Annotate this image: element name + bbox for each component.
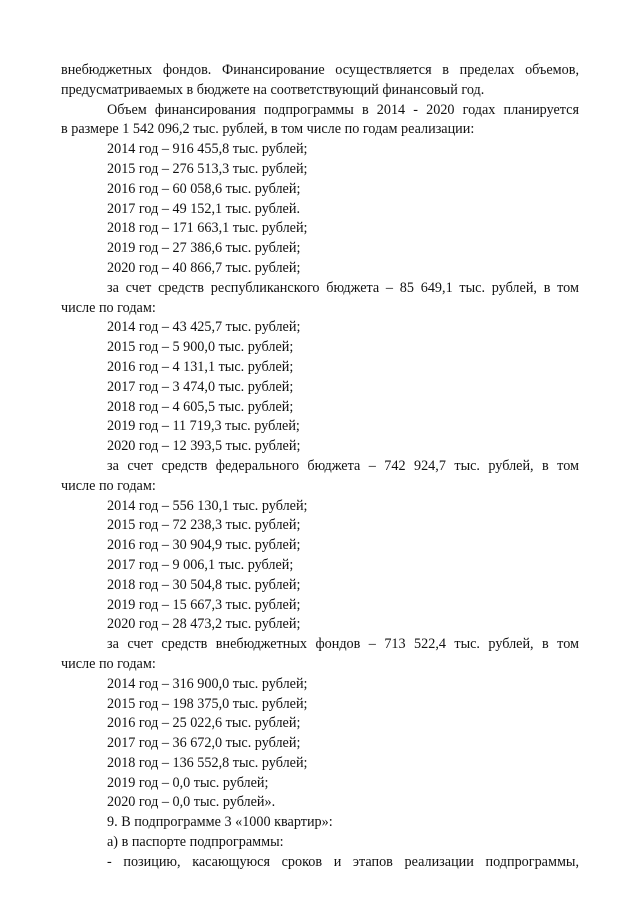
year-line: 2015 год – 5 900,0 тыс. рублей;: [107, 339, 294, 356]
year-line: 2018 год – 4 605,5 тыс. рублей;: [107, 398, 294, 415]
year-line: 2019 год – 0,0 тыс. рублей;: [107, 774, 269, 791]
year-line: 2014 год – 43 425,7 тыс. рублей;: [107, 319, 301, 336]
year-line: 2020 год – 12 393,5 тыс. рублей;: [107, 438, 301, 455]
year-line: 2014 год – 916 455,8 тыс. рублей;: [107, 141, 308, 158]
intro-line-1: внебюджетных фондов. Финансирование осуществляется в пределах объемов,: [61, 62, 579, 78]
year-line: 2017 год – 9 006,1 тыс. рублей;: [107, 556, 294, 573]
year-line: 2020 год – 28 473,2 тыс. рублей;: [107, 616, 301, 633]
year-line: 2018 год – 136 552,8 тыс. рублей;: [107, 754, 308, 771]
republic-line-1: за счет средств республиканского бюджета – 85 649,1 тыс. рублей, в том: [107, 279, 579, 296]
year-line: 2019 год – 11 719,3 тыс. рублей;: [107, 418, 300, 435]
year-line: 2016 год – 25 022,6 тыс. рублей;: [107, 715, 301, 732]
year-line: 2020 год – 40 866,7 тыс. рублей;: [107, 259, 301, 276]
year-line: 2017 год – 36 672,0 тыс. рублей;: [107, 735, 301, 752]
year-line: 2014 год – 556 130,1 тыс. рублей;: [107, 497, 308, 514]
total-line-1: Объем финансирования подпрограммы в 2014 - 2020 годах планируется: [107, 101, 579, 118]
intro-line-2: предусматриваемых в бюджете на соответствующий финансовый год.: [61, 81, 485, 98]
year-line: 2017 год – 3 474,0 тыс. рублей;: [107, 378, 294, 395]
federal-line-2: числе по годам:: [61, 477, 156, 494]
extra-line-1: за счет средств внебюджетных фондов – 713 522,4 тыс. рублей, в том: [107, 636, 579, 653]
year-line: 2019 год – 15 667,3 тыс. рублей;: [107, 596, 301, 613]
year-line: 2017 год – 49 152,1 тыс. рублей.: [107, 200, 300, 217]
year-line: 2018 год – 30 504,8 тыс. рублей;: [107, 576, 301, 593]
year-line: 2015 год – 72 238,3 тыс. рублей;: [107, 517, 301, 534]
year-line: 2015 год – 276 513,3 тыс. рублей;: [107, 160, 308, 177]
year-line: 2015 год – 198 375,0 тыс. рублей;: [107, 695, 308, 712]
year-line: 2016 год – 30 904,9 тыс. рублей;: [107, 537, 301, 554]
item-9a-heading: а) в паспорте подпрограммы:: [107, 834, 284, 851]
item-9a-line: - позицию, касающуюся сроков и этапов реализации подпрограммы,: [107, 853, 579, 870]
year-line: 2020 год – 0,0 тыс. рублей».: [107, 794, 276, 811]
year-line: 2016 год – 4 131,1 тыс. рублей;: [107, 358, 294, 375]
republic-line-2: числе по годам:: [61, 299, 156, 316]
document-body: [61, 61, 579, 873]
year-line: 2016 год – 60 058,6 тыс. рублей;: [107, 180, 301, 197]
federal-line-1: за счет средств федерального бюджета – 742 924,7 тыс. рублей, в том: [107, 457, 579, 474]
extra-line-2: числе по годам:: [61, 655, 156, 672]
year-line: 2014 год – 316 900,0 тыс. рублей;: [107, 675, 308, 692]
item-9-heading: 9. В подпрограмме 3 «1000 квартир»:: [107, 814, 333, 831]
year-line: 2018 год – 171 663,1 тыс. рублей;: [107, 220, 308, 237]
year-line: 2019 год – 27 386,6 тыс. рублей;: [107, 240, 301, 257]
total-line-2: в размере 1 542 096,2 тыс. рублей, в том числе по годам реализации:: [61, 121, 475, 138]
